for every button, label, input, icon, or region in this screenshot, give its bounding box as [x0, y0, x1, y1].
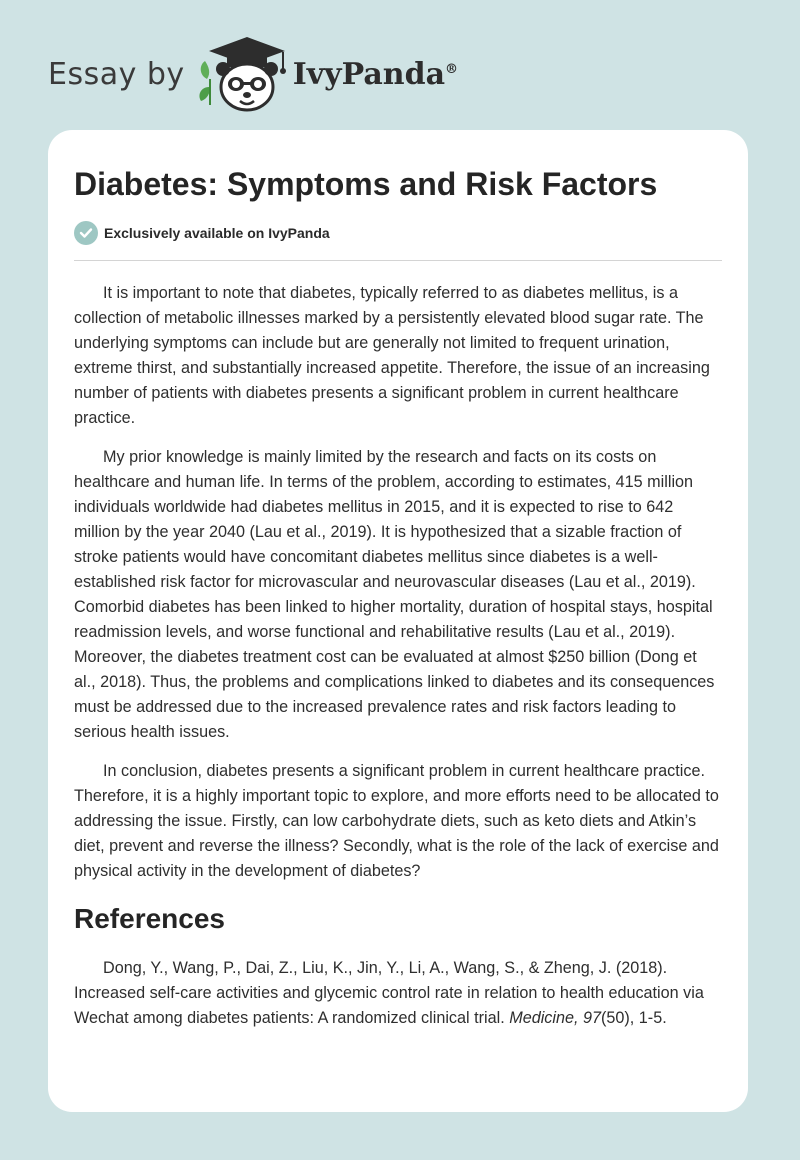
exclusive-badge	[74, 220, 722, 246]
reference-item: Dong, Y., Wang, P., Dai, Z., Liu, K., Jin, Y., Li, A., Wang, S., & Zheng, J. (2018). Increased self-care activities and glycemic control rate in relation to health education via Wechat among diabetes patients: A randomized clinical trial. Medicine, 97(50), 1-5.	[74, 959, 704, 1027]
check-circle-icon	[74, 221, 98, 245]
essay-by-label: Essay by	[48, 56, 185, 92]
exclusive-badge-label: Exclusively available on IvyPanda	[104, 225, 330, 241]
divider	[74, 260, 722, 261]
site-header	[48, 34, 458, 114]
essay-title: Diabetes: Symptoms and Risk Factors	[74, 166, 658, 202]
registered-mark: ®	[445, 61, 459, 77]
essay-card	[48, 130, 748, 1112]
paragraph-1: It is important to note that diabetes, typically referred to as diabetes mellitus, is a collection of metabolic illnesses marked by a persistently elevated blood sugar rate. The underlying symptoms can include but are generally not limited to frequent urination, extreme thirst, and substantially increased appetite. Therefore, the issue of an increasing number of patients with diabetes presents a significant problem in current healthcare practice.	[74, 284, 710, 427]
references-heading: References	[74, 903, 225, 934]
reference-journal: Medicine, 97	[509, 1009, 602, 1027]
paragraph-3: In conclusion, diabetes presents a significant problem in current healthcare practice. Therefore, it is a highly important topic to explore, and more efforts need to be allocated to addressing the issue. Firstly, can low carbohydrate diets, such as keto diets and Atkin’s diet, prevent and reverse the illness? Secondly, what is the role of the lack of exercise and physical activity in the development of diabetes?	[74, 762, 719, 880]
paragraph-2: My prior knowledge is mainly limited by the research and facts on its costs on healthcare and human life. In terms of the problem, according to estimates, 415 million individuals worldwide had diabetes mellitus in 2015, and it is expected to rise to 642 million by the year 2040 (Lau et al., 2019). It is hypothesized that a sizable fraction of stroke patients would have concomitant diabetes mellitus since diabetes is a well-established risk factor for microvascular and neurovascular diseases (Lau et al., 2019). Comorbid diabetes has been linked to higher mortality, duration of hospital stays, hospital readmission levels, and worse functional and rehabilitative results (Lau et al., 2019). Moreover, the diabetes treatment cost can be evaluated at almost $250 billion (Dong et al., 2018). Thus, the problems and complications linked to diabetes and its consequences must be addressed due to the increased prevalence rates and risk factors leading to serious health issues.	[74, 448, 715, 741]
panda-graduation-cap-icon	[197, 35, 289, 113]
brand-name: IvyPanda®	[292, 56, 459, 92]
